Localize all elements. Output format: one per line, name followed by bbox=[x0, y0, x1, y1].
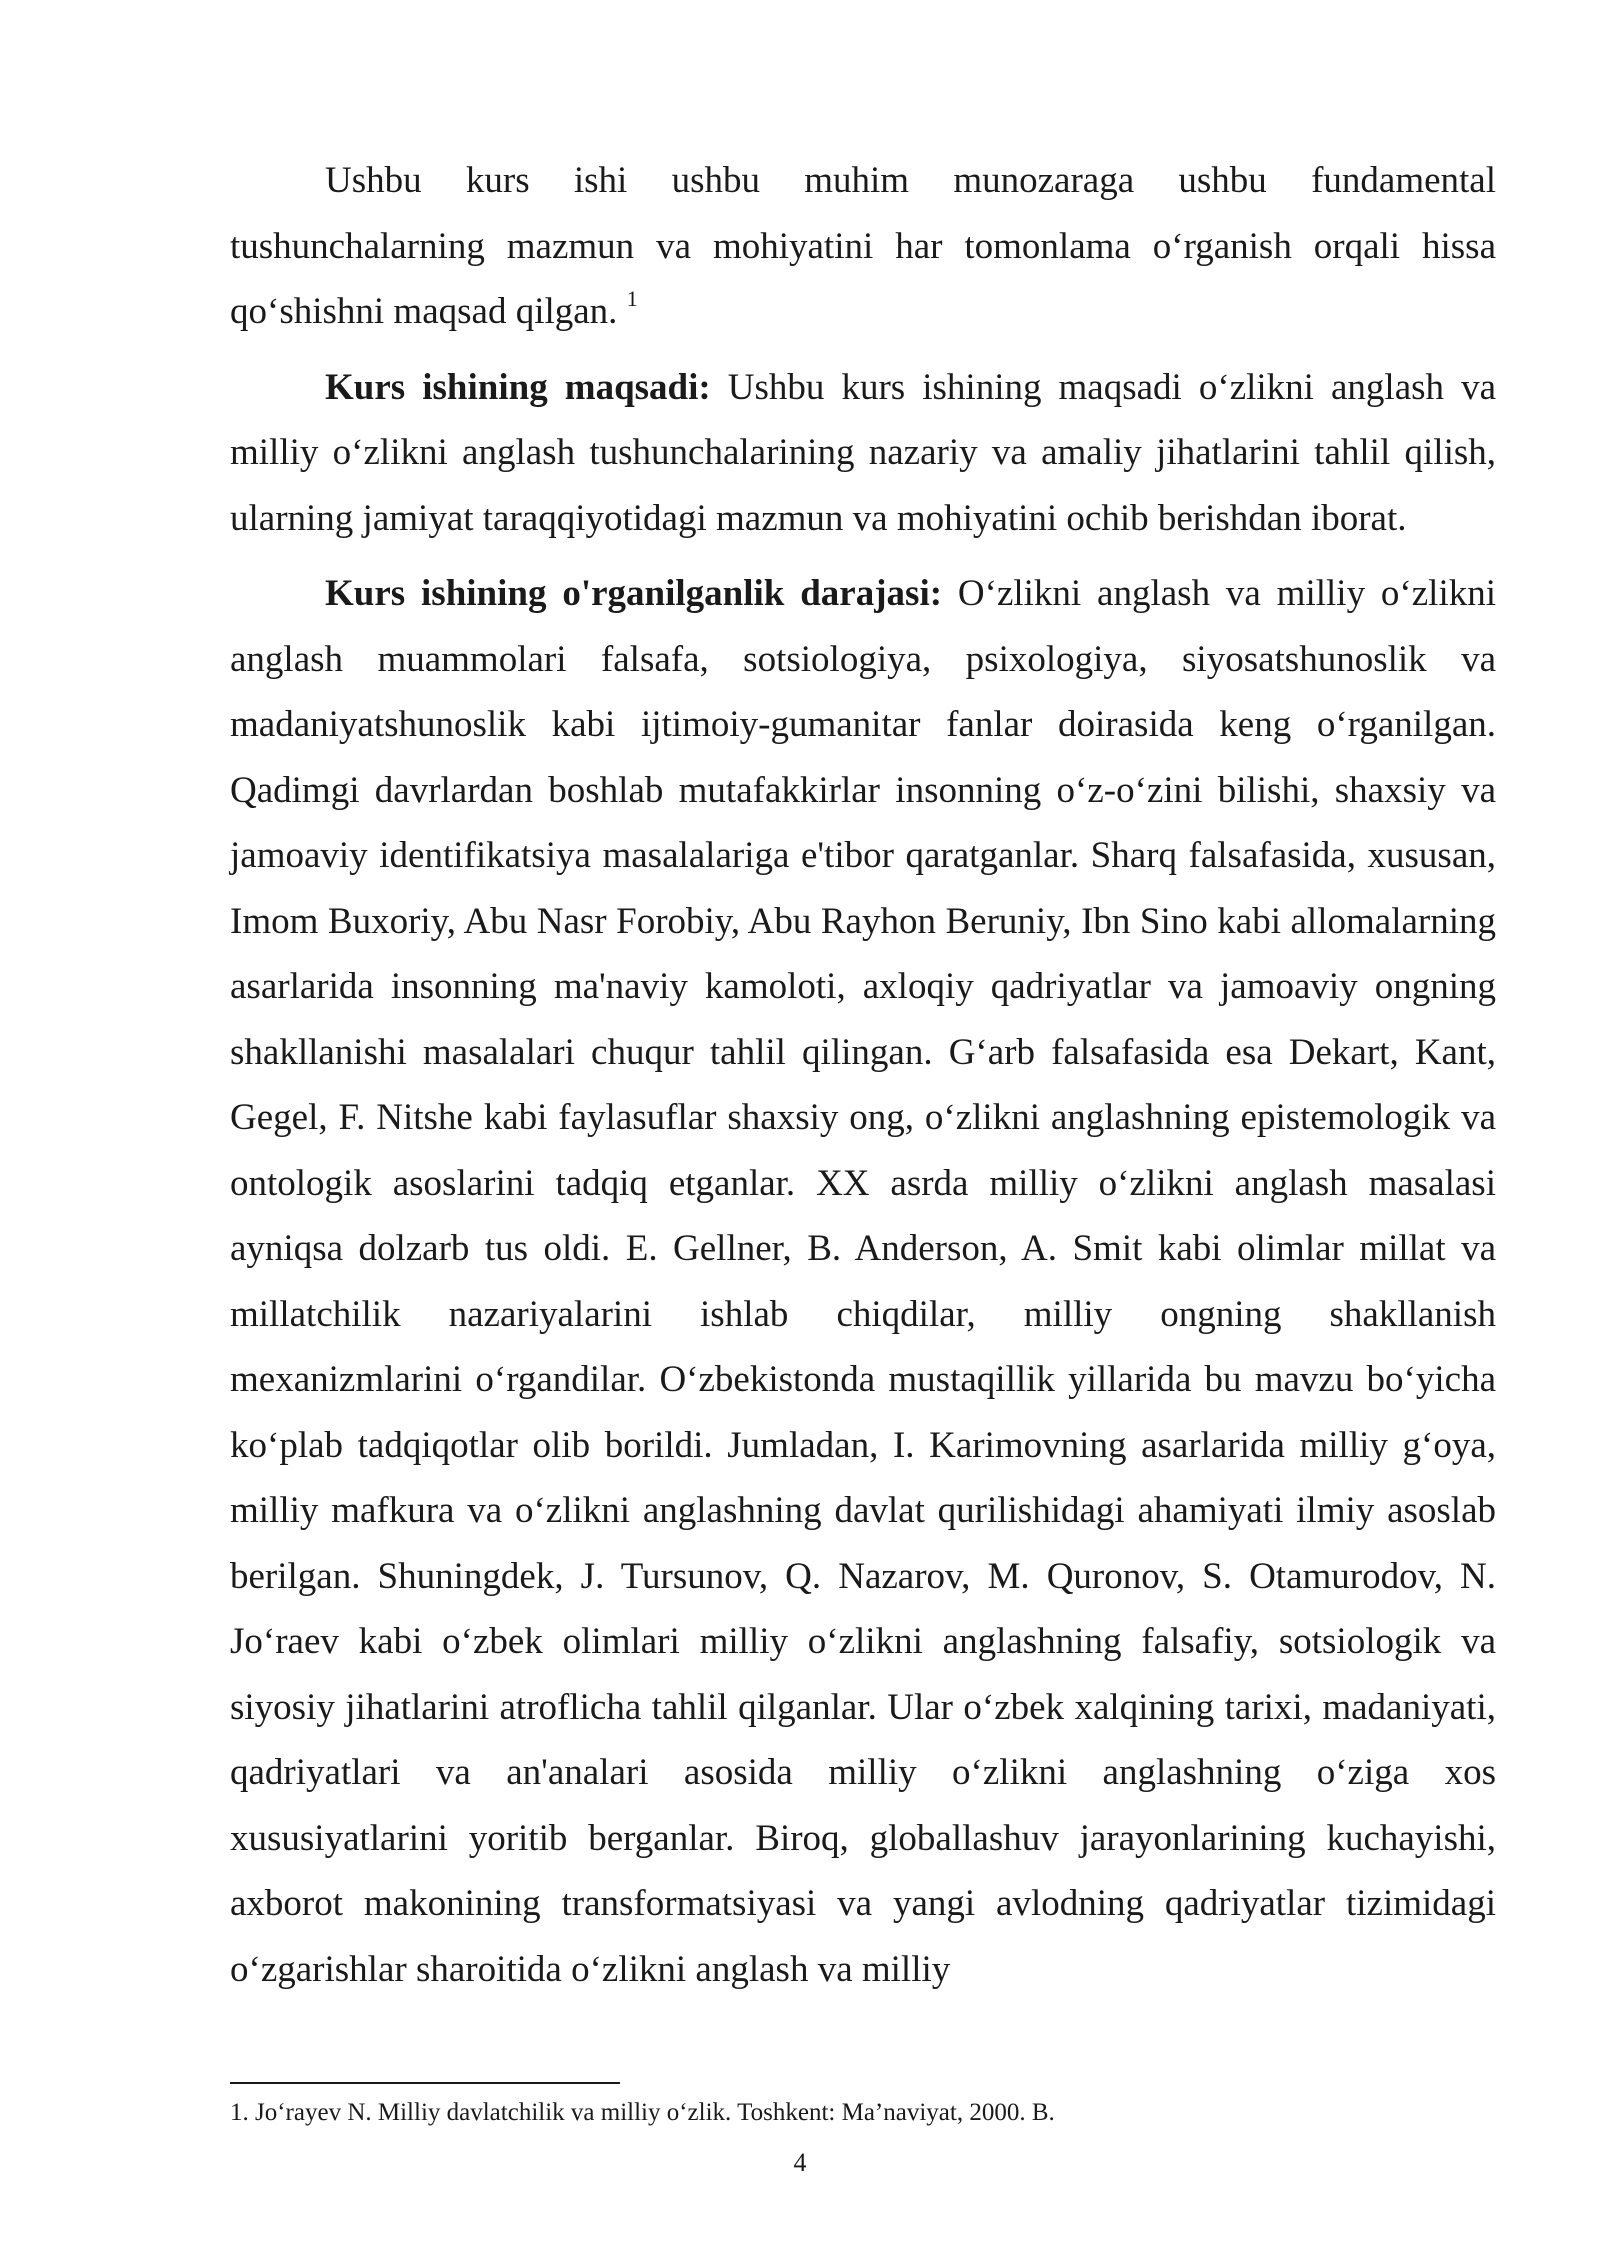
page-body bbox=[230, 148, 1496, 2002]
paragraph-heading: Kurs ishining maqsadi: bbox=[325, 366, 711, 408]
page-number: 4 bbox=[793, 2148, 807, 2177]
paragraph-heading: Kurs ishining o'rganilganlik darajasi: bbox=[325, 573, 943, 614]
paragraph-text: Ushbu kurs ishi ushbu muhim munozaraga ushbu fundamental tushunchalarning mazmun va mohiyatini har tomonlama o‘rganish orqali hissa qo‘shishni maqsad qilgan. bbox=[230, 160, 1496, 332]
paragraph-intro bbox=[230, 148, 1496, 345]
paragraph-study-level bbox=[230, 561, 1496, 2002]
footnote-number: 1. bbox=[230, 2099, 249, 2126]
paragraph-text: O‘zlikni anglash va milliy o‘zlikni anglash muammolari falsafa, sotsiologiya, psixologiya, siyosatshunoslik va madaniyatshunoslik kabi ijtimoiy-gumanitar fanlar doirasida keng o‘rganilgan. Qadimgi davrlardan boshlab mutafakkirlar insonning o‘z-o‘zini bilishi, shaxsiy va jamoaviy identifikatsiya masalalariga e'tibor qaratganlar. Sharq falsafasida, xususan, Imom Buxoriy, Abu Nasr Forobiy, Abu Rayhon Beruniy, Ibn Sino kabi allomalarning asarlarida insonning ma'naviy kamoloti, axloqiy qadriyatlar va jamoaviy ongning shakllanishi masalalari chuqur tahlil qilingan. G‘arb falsafasida esa Dekart, Kant, Gegel, F. Nitshe kabi faylasuflar shaxsiy ong, o‘zlikni anglashning epistemologik va ontologik asoslarini tadqiq etganlar. XX asrda milliy o‘zlikni anglash masalasi ayniqsa dolzarb tus oldi. E. Gellner, B. Anderson, A. Smit kabi olimlar millat va millatchilik nazariyalarini ishlab chiqdilar, milliy ongning shakllanish mexanizmlarini o‘rgandilar. O‘zbekistonda mustaqillik yillarida bu mavzu bo‘yicha ko‘plab tadqiqotlar olib borildi. Jumladan, I. Karimovning asarlarida milliy g‘oya, milliy mafkura va o‘zlikni anglashning davlat qurilishidagi ahamiyati ilmiy asoslab berilgan. Shuningdek, J. Tursunov, Q. Nazarov, M. Quronov, S. Otamurodov, N. Jo‘raev kabi o‘zbek olimlari milliy o‘zlikni anglashning falsafiy, sotsiologik va siyosiy jihatlarini atroflicha tahlil qilganlar. Ular o‘zbek xalqining tarixi, madaniyati, qadriyatlari va an'analari asosida milliy o‘zlikni anglashning o‘ziga xos xususiyatlarini yoritib berganlar. Biroq, globallashuv jarayonlarining kuchayishi, axborot makonining transformatsiyasi va yangi avlodning qadriyatlar tizimidagi o‘zgarishlar sharoitida o‘zlikni anglash va milliy bbox=[230, 573, 1497, 1990]
footnote-separator bbox=[230, 2082, 620, 2084]
paragraph-text: Ushbu kurs ishining maqsadi o‘zlikni anglash va milliy o‘zlikni anglash tushunchalarining nazariy va amaliy jihatlarini tahlil qilish, ularning jamiyat taraqqiyotidagi mazmun va mohiyatini ochib berishdan iborat. bbox=[230, 366, 1496, 539]
footnote bbox=[230, 2096, 1496, 2130]
footnote-reference: 1 bbox=[626, 285, 638, 311]
paragraph-goal bbox=[230, 355, 1496, 552]
footnote-text: Jo‘rayev N. Milliy davlatchilik va milliy o‘zlik. Toshkent: Ma’naviyat, 2000. B. bbox=[255, 2099, 1055, 2126]
